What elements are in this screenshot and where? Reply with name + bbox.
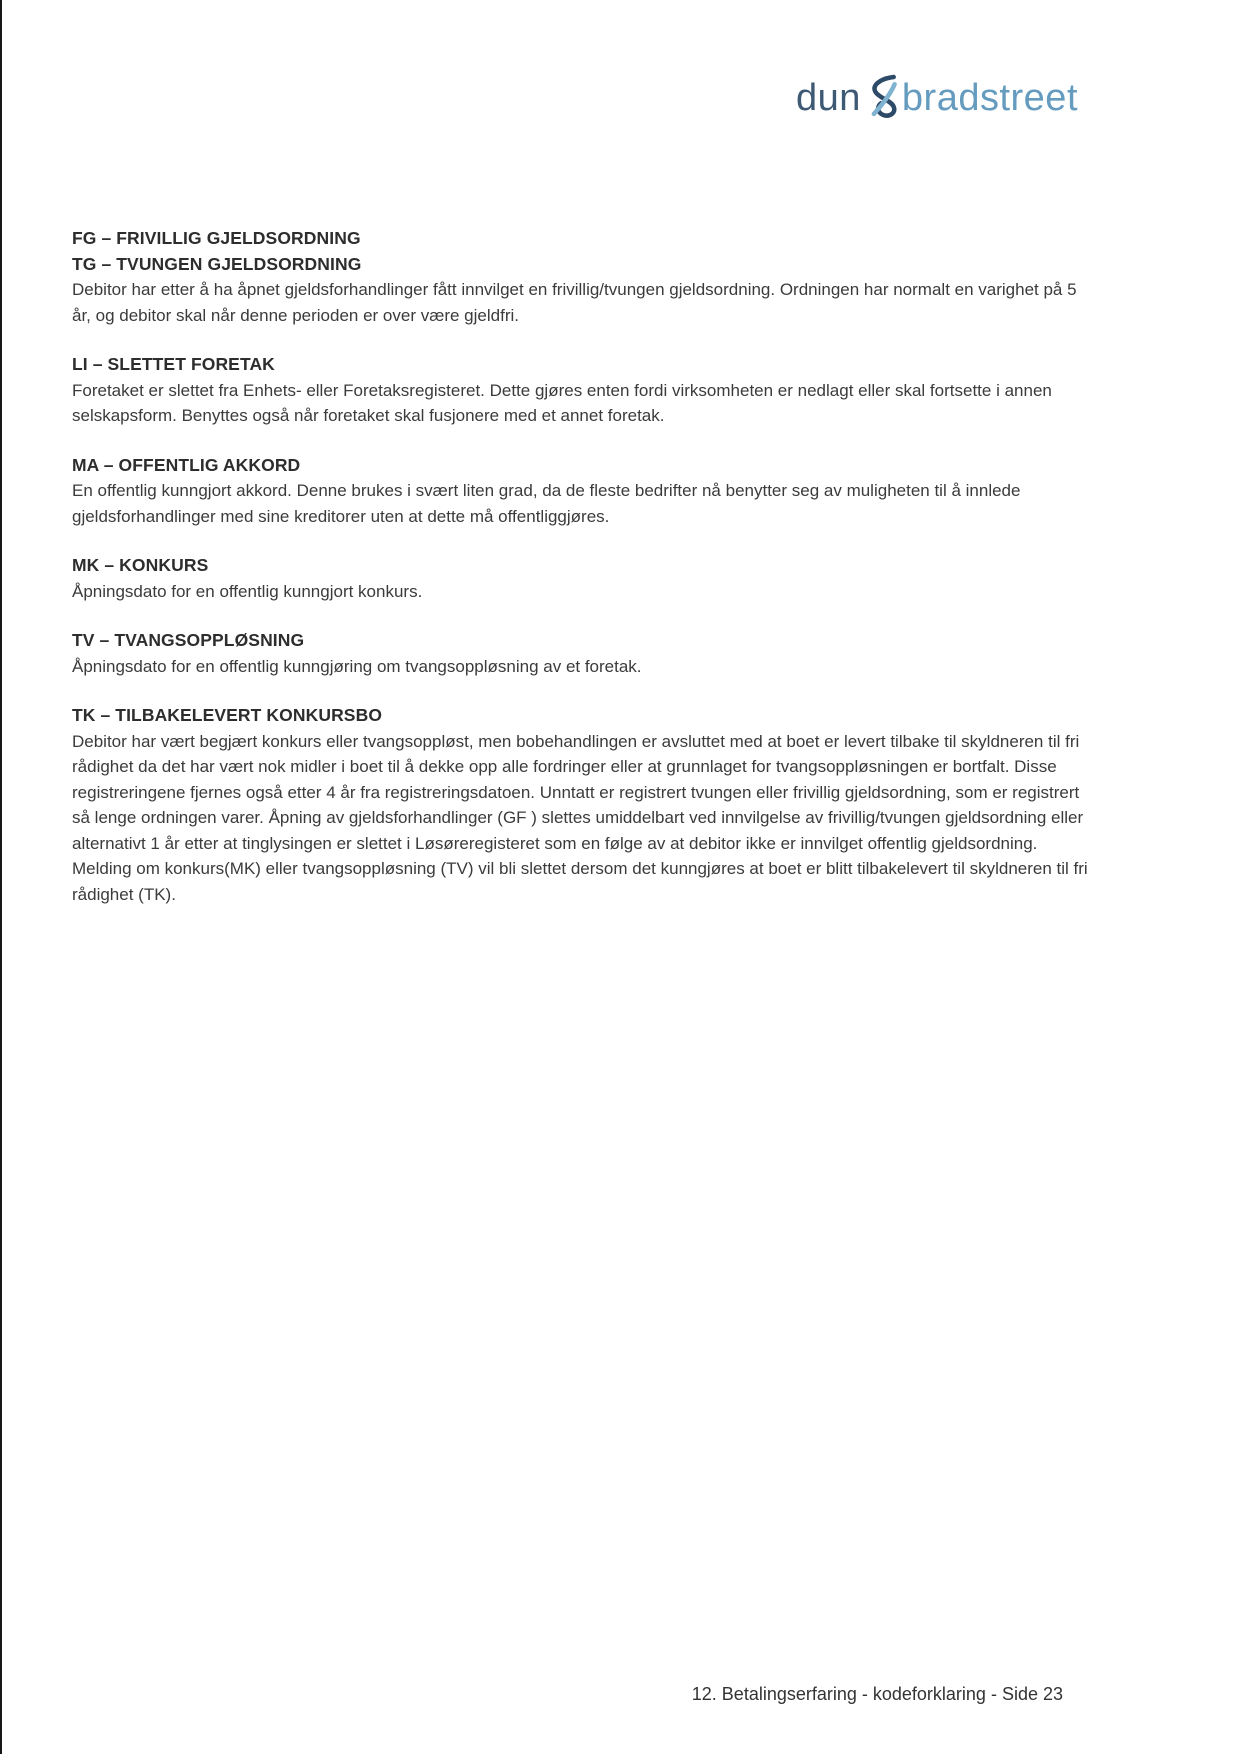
- section-paragraph: Åpningsdato for en offentlig kunngjøring om tvangsoppløsning av et foretak.: [72, 656, 642, 676]
- section-li: [72, 352, 1088, 429]
- section-fg-tg: [72, 226, 1088, 328]
- section-heading: MK – KONKURS: [72, 555, 209, 575]
- logo-text-bradstreet: bradstreet: [901, 77, 1078, 119]
- section-heading: MA – OFFENTLIG AKKORD: [72, 454, 301, 475]
- section-tk: [72, 703, 1088, 907]
- page-footer: 12. Betalingserfaring - kodeforklaring - Side 23: [691, 1684, 1063, 1704]
- section-heading: FG – FRIVILLIG GJELDSORDNING: [72, 228, 361, 248]
- section-paragraph: Debitor har etter å ha åpnet gjeldsforhandlinger fått innvilget en frivillig/tvungen gjeldsordning. Ordningen har normalt en varighet på 5 år, og debitor skal når denne perioden er over være gjeldfri.: [72, 280, 1077, 325]
- logo-text-dun: dun: [796, 77, 861, 119]
- section-heading: TV – TVANGSOPPLØSNING: [72, 630, 305, 650]
- section-heading: TK – TILBAKELEVERT KONKURSBO: [72, 705, 383, 725]
- section-paragraph: Åpningsdato for en offentlig kunngjort konkurs.: [72, 581, 423, 601]
- section-ma: [72, 453, 1088, 530]
- section-paragraph: Foretaket er slettet fra Enhets- eller Foretaksregisteret. Dette gjøres enten fordi virksomheten er nedlagt eller skal fortsette i annen selskapsform. Benyttes også når foretaket skal fusjonere med et annet foretak.: [72, 380, 1052, 425]
- section-paragraph: Debitor har vært begjært konkurs eller tvangsoppløst, men bobehandlingen er avsluttet med at boet er levert tilbake til skyldneren til fri rådighet da det har vært nok midler i boet til å dekke opp alle fordringer eller at grunnlaget for tvangsoppløsningen er bortfalt. Disse registreringene fjernes også etter 4 år fra registreringsdatoen. Unntatt er registrert tvungen eller frivillig gjeldsordning, som er registrert så lenge ordningen varer. Åpning av gjeldsforhandlinger (GF ) slettes umiddelbart ved innvilgelse av frivillig/tvungen gjeldsordning eller alternativt 1 år etter at tinglysingen er slettet i Løsøreregisteret som en følge av at debitor ikke er innvilget offentlig gjeldsordning. Melding om konkurs(MK) eller tvangsoppløsning (TV) vil bli slettet dersom det kunngjøres at boet er blitt tilbakelevert til skyldneren til fri rådighet (TK).: [72, 731, 1088, 904]
- section-tv: [72, 628, 1088, 679]
- section-paragraph: En offentlig kunngjort akkord. Denne brukes i svært liten grad, da de fleste bedrifter nå benytter seg av muligheten til å innlede gjeldsforhandlinger med sine kreditorer uten at dette må offentliggjøres.: [72, 481, 1021, 526]
- page-left-edge-line: [0, 0, 2, 1754]
- dun-bradstreet-logo: [796, 72, 1078, 117]
- document-body: [72, 226, 1088, 931]
- section-heading: LI – SLETTET FORETAK: [72, 354, 275, 374]
- ampersand-icon: [864, 72, 900, 123]
- section-heading: TG – TVUNGEN GJELDSORDNING: [72, 253, 362, 274]
- section-mk: [72, 553, 1088, 604]
